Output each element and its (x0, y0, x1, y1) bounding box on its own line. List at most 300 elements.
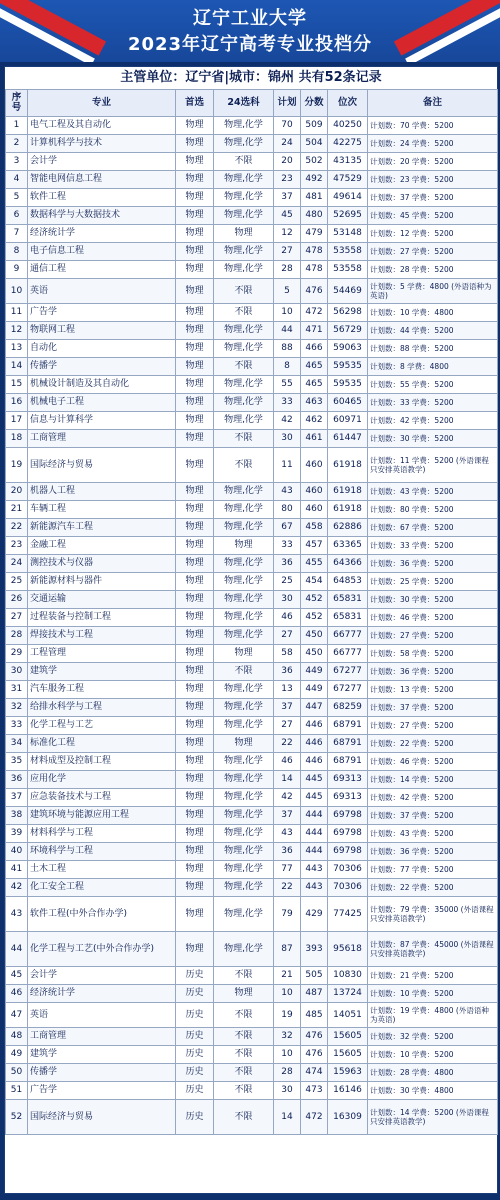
required-subjects: 物理,化学 (214, 843, 274, 861)
first-subject: 历史 (176, 1046, 214, 1064)
score: 454 (301, 573, 328, 591)
score: 479 (301, 225, 328, 243)
row-index: 1 (6, 117, 28, 135)
required-subjects: 物理,化学 (214, 609, 274, 627)
remark: 计划数：36 学费：5200 (368, 555, 498, 573)
remark: 计划数：55 学费：5200 (368, 376, 498, 394)
rank: 42275 (328, 135, 368, 153)
remark: 计划数：58 学费：5200 (368, 645, 498, 663)
plan-count: 33 (274, 537, 301, 555)
score: 450 (301, 627, 328, 645)
row-index: 31 (6, 681, 28, 699)
table-row (6, 243, 498, 261)
rank: 52695 (328, 207, 368, 225)
plan-count: 43 (274, 825, 301, 843)
remark: 计划数：27 学费：5200 (368, 627, 498, 645)
score: 455 (301, 555, 328, 573)
required-subjects: 物理,化学 (214, 699, 274, 717)
score: 429 (301, 897, 328, 932)
row-index: 37 (6, 789, 28, 807)
required-subjects: 物理,化学 (214, 207, 274, 225)
first-subject: 历史 (176, 967, 214, 985)
remark: 计划数：14 学费：5200 (外语课程只安排英语教学) (368, 1100, 498, 1135)
table-row (6, 430, 498, 448)
row-index: 23 (6, 537, 28, 555)
remark: 计划数：23 学费：5200 (368, 171, 498, 189)
major-name: 应用化学 (28, 771, 176, 789)
row-index: 9 (6, 261, 28, 279)
score: 461 (301, 430, 328, 448)
remark: 计划数：10 学费：5200 (368, 1046, 498, 1064)
major-name: 工商管理 (28, 430, 176, 448)
table-row (6, 394, 498, 412)
plan-count: 30 (274, 430, 301, 448)
rank: 15605 (328, 1046, 368, 1064)
rank: 53558 (328, 243, 368, 261)
first-subject: 历史 (176, 1082, 214, 1100)
table-body (6, 117, 498, 1135)
score: 443 (301, 879, 328, 897)
rank: 14051 (328, 1003, 368, 1028)
plan-count: 30 (274, 591, 301, 609)
score: 504 (301, 135, 328, 153)
required-subjects: 物理,化学 (214, 717, 274, 735)
remark: 计划数：10 学费：4800 (368, 304, 498, 322)
row-index: 42 (6, 879, 28, 897)
major-name: 英语 (28, 279, 176, 304)
required-subjects: 物理,化学 (214, 932, 274, 967)
remark: 计划数：42 学费：5200 (368, 412, 498, 430)
table-row (6, 843, 498, 861)
score: 446 (301, 717, 328, 735)
required-subjects: 物理,化学 (214, 243, 274, 261)
required-subjects: 物理 (214, 225, 274, 243)
plan-count: 37 (274, 807, 301, 825)
required-subjects: 不限 (214, 1082, 274, 1100)
table-row (6, 1082, 498, 1100)
required-subjects: 物理,化学 (214, 322, 274, 340)
major-name: 化学工程与工艺(中外合作办学) (28, 932, 176, 967)
remark: 计划数：70 学费：5200 (368, 117, 498, 135)
remark: 计划数：30 学费：5200 (368, 430, 498, 448)
required-subjects: 物理,化学 (214, 681, 274, 699)
required-subjects: 物理,化学 (214, 135, 274, 153)
remark: 计划数：22 学费：5200 (368, 879, 498, 897)
plan-count: 21 (274, 967, 301, 985)
table-row (6, 261, 498, 279)
rank: 68791 (328, 735, 368, 753)
table-row (6, 1100, 498, 1135)
row-index: 8 (6, 243, 28, 261)
row-index: 51 (6, 1082, 28, 1100)
row-index: 5 (6, 189, 28, 207)
first-subject: 物理 (176, 243, 214, 261)
remark: 计划数：30 学费：4800 (368, 1082, 498, 1100)
rank: 54469 (328, 279, 368, 304)
remark: 计划数：28 学费：4800 (368, 1064, 498, 1082)
remark: 计划数：13 学费：5200 (368, 681, 498, 699)
first-subject: 物理 (176, 861, 214, 879)
remark: 计划数：24 学费：5200 (368, 135, 498, 153)
remark: 计划数：46 学费：5200 (368, 609, 498, 627)
score: 473 (301, 1082, 328, 1100)
row-index: 2 (6, 135, 28, 153)
rank: 65831 (328, 609, 368, 627)
remark: 计划数：14 学费：5200 (368, 771, 498, 789)
rank: 69798 (328, 825, 368, 843)
plan-count: 46 (274, 609, 301, 627)
major-name: 通信工程 (28, 261, 176, 279)
required-subjects: 物理,化学 (214, 394, 274, 412)
first-subject: 物理 (176, 609, 214, 627)
first-subject: 物理 (176, 879, 214, 897)
first-subject: 物理 (176, 430, 214, 448)
plan-count: 36 (274, 555, 301, 573)
rank: 59063 (328, 340, 368, 358)
major-name: 会计学 (28, 153, 176, 171)
plan-count: 28 (274, 261, 301, 279)
required-subjects: 物理,化学 (214, 825, 274, 843)
remark: 计划数：11 学费：5200 (外语课程只安排英语教学) (368, 448, 498, 483)
plan-count: 8 (274, 358, 301, 376)
major-name: 材料成型及控制工程 (28, 753, 176, 771)
rank: 61918 (328, 483, 368, 501)
score: 505 (301, 967, 328, 985)
required-subjects: 不限 (214, 1028, 274, 1046)
row-index: 47 (6, 1003, 28, 1028)
row-index: 43 (6, 897, 28, 932)
major-name: 化学工程与工艺 (28, 717, 176, 735)
table-row (6, 771, 498, 789)
table-row (6, 932, 498, 967)
plan-count: 77 (274, 861, 301, 879)
plan-count: 70 (274, 117, 301, 135)
major-name: 汽车服务工程 (28, 681, 176, 699)
table-row (6, 825, 498, 843)
table-row (6, 807, 498, 825)
table-row (6, 1064, 498, 1082)
first-subject: 物理 (176, 117, 214, 135)
plan-count: 37 (274, 189, 301, 207)
row-index: 49 (6, 1046, 28, 1064)
first-subject: 物理 (176, 261, 214, 279)
rank: 77425 (328, 897, 368, 932)
row-index: 32 (6, 699, 28, 717)
major-name: 环境科学与工程 (28, 843, 176, 861)
rank: 16309 (328, 1100, 368, 1135)
first-subject: 物理 (176, 322, 214, 340)
required-subjects: 物理,化学 (214, 340, 274, 358)
score: 452 (301, 591, 328, 609)
column-header: 首选 (176, 90, 214, 117)
score: 480 (301, 207, 328, 225)
plan-count: 14 (274, 771, 301, 789)
first-subject: 物理 (176, 358, 214, 376)
row-index: 38 (6, 807, 28, 825)
plan-count: 27 (274, 627, 301, 645)
rank: 68791 (328, 753, 368, 771)
remark: 计划数：19 学费：4800 (外语语种为英语) (368, 1003, 498, 1028)
required-subjects: 物理,化学 (214, 117, 274, 135)
table-row (6, 412, 498, 430)
column-header: 分数 (301, 90, 328, 117)
required-subjects: 不限 (214, 1003, 274, 1028)
plan-count: 55 (274, 376, 301, 394)
table-row (6, 753, 498, 771)
score-table-panel (4, 66, 498, 1194)
remark: 计划数：67 学费：5200 (368, 519, 498, 537)
table-row (6, 591, 498, 609)
major-name: 电气工程及其自动化 (28, 117, 176, 135)
column-header: 计划 (274, 90, 301, 117)
plan-count: 23 (274, 171, 301, 189)
row-index: 3 (6, 153, 28, 171)
rank: 16146 (328, 1082, 368, 1100)
score: 443 (301, 861, 328, 879)
rank: 56729 (328, 322, 368, 340)
rank: 66777 (328, 645, 368, 663)
score: 472 (301, 304, 328, 322)
row-index: 30 (6, 663, 28, 681)
table-row (6, 573, 498, 591)
rank: 60971 (328, 412, 368, 430)
required-subjects: 不限 (214, 430, 274, 448)
rank: 69798 (328, 807, 368, 825)
rank: 68791 (328, 717, 368, 735)
plan-count: 32 (274, 1028, 301, 1046)
first-subject: 物理 (176, 394, 214, 412)
table-row (6, 681, 498, 699)
score: 458 (301, 519, 328, 537)
score: 476 (301, 279, 328, 304)
table-row (6, 519, 498, 537)
column-header: 24选科 (214, 90, 274, 117)
row-index: 11 (6, 304, 28, 322)
major-name: 机器人工程 (28, 483, 176, 501)
first-subject: 历史 (176, 1003, 214, 1028)
plan-count: 10 (274, 1046, 301, 1064)
remark: 计划数：87 学费：45000 (外语课程只安排英语教学) (368, 932, 498, 967)
required-subjects: 物理,化学 (214, 789, 274, 807)
first-subject: 物理 (176, 448, 214, 483)
remark: 计划数：25 学费：5200 (368, 573, 498, 591)
row-index: 25 (6, 573, 28, 591)
major-name: 信息与计算科学 (28, 412, 176, 430)
column-header: 序号 (6, 90, 28, 117)
major-name: 标准化工程 (28, 735, 176, 753)
required-subjects: 物理,化学 (214, 483, 274, 501)
major-name: 材料科学与工程 (28, 825, 176, 843)
plan-count: 42 (274, 789, 301, 807)
remark: 计划数：43 学费：5200 (368, 483, 498, 501)
table-row (6, 1028, 498, 1046)
major-name: 广告学 (28, 304, 176, 322)
remark: 计划数：45 学费：5200 (368, 207, 498, 225)
row-index: 39 (6, 825, 28, 843)
column-header: 专业 (28, 90, 176, 117)
plan-count: 79 (274, 897, 301, 932)
score: 457 (301, 537, 328, 555)
first-subject: 物理 (176, 789, 214, 807)
required-subjects: 不限 (214, 153, 274, 171)
required-subjects: 物理,化学 (214, 591, 274, 609)
table-row (6, 358, 498, 376)
row-index: 15 (6, 376, 28, 394)
rank: 69313 (328, 771, 368, 789)
university-title: 辽宁工业大学 (193, 8, 307, 29)
table-row (6, 663, 498, 681)
score: 463 (301, 394, 328, 412)
row-index: 22 (6, 519, 28, 537)
row-index: 44 (6, 932, 28, 967)
plan-count: 58 (274, 645, 301, 663)
row-index: 7 (6, 225, 28, 243)
major-name: 机械电子工程 (28, 394, 176, 412)
score: 460 (301, 448, 328, 483)
remark: 计划数：20 学费：5200 (368, 153, 498, 171)
rank: 59535 (328, 376, 368, 394)
row-index: 48 (6, 1028, 28, 1046)
record-summary: 主管单位：辽宁省|城市：锦州 共有52条记录 (5, 67, 497, 89)
rank: 49614 (328, 189, 368, 207)
row-index: 52 (6, 1100, 28, 1135)
score: 478 (301, 261, 328, 279)
remark: 计划数：27 学费：5200 (368, 243, 498, 261)
table-row (6, 699, 498, 717)
required-subjects: 不限 (214, 304, 274, 322)
plan-count: 37 (274, 699, 301, 717)
plan-count: 10 (274, 985, 301, 1003)
plan-count: 19 (274, 1003, 301, 1028)
score: 466 (301, 340, 328, 358)
score: 444 (301, 807, 328, 825)
first-subject: 物理 (176, 279, 214, 304)
plan-count: 14 (274, 1100, 301, 1135)
rank: 13724 (328, 985, 368, 1003)
first-subject: 物理 (176, 825, 214, 843)
first-subject: 物理 (176, 897, 214, 932)
major-name: 自动化 (28, 340, 176, 358)
plan-count: 42 (274, 412, 301, 430)
remark: 计划数：36 学费：5200 (368, 843, 498, 861)
score: 492 (301, 171, 328, 189)
major-name: 计算机科学与技术 (28, 135, 176, 153)
rank: 67277 (328, 681, 368, 699)
row-index: 12 (6, 322, 28, 340)
first-subject: 物理 (176, 340, 214, 358)
first-subject: 物理 (176, 591, 214, 609)
first-subject: 物理 (176, 555, 214, 573)
rank: 59535 (328, 358, 368, 376)
table-header-row (6, 90, 498, 117)
required-subjects: 物理 (214, 735, 274, 753)
table-row (6, 340, 498, 358)
first-subject: 物理 (176, 645, 214, 663)
first-subject: 物理 (176, 501, 214, 519)
rank: 61918 (328, 448, 368, 483)
first-subject: 物理 (176, 681, 214, 699)
table-row (6, 861, 498, 879)
first-subject: 历史 (176, 1100, 214, 1135)
required-subjects: 物理,化学 (214, 501, 274, 519)
major-name: 化工安全工程 (28, 879, 176, 897)
plan-count: 10 (274, 304, 301, 322)
row-index: 6 (6, 207, 28, 225)
plan-count: 5 (274, 279, 301, 304)
row-index: 20 (6, 483, 28, 501)
remark: 计划数：37 学费：5200 (368, 699, 498, 717)
plan-count: 45 (274, 207, 301, 225)
plan-count: 88 (274, 340, 301, 358)
first-subject: 物理 (176, 699, 214, 717)
row-index: 40 (6, 843, 28, 861)
remark: 计划数：44 学费：5200 (368, 322, 498, 340)
score: 446 (301, 753, 328, 771)
plan-count: 24 (274, 135, 301, 153)
rank: 69798 (328, 843, 368, 861)
table-row (6, 279, 498, 304)
major-name: 建筑学 (28, 663, 176, 681)
remark: 计划数：8 学费：4800 (368, 358, 498, 376)
score: 478 (301, 243, 328, 261)
score: 444 (301, 825, 328, 843)
score: 472 (301, 1100, 328, 1135)
row-index: 28 (6, 627, 28, 645)
score: 446 (301, 735, 328, 753)
plan-count: 22 (274, 735, 301, 753)
required-subjects: 物理,化学 (214, 189, 274, 207)
first-subject: 物理 (176, 932, 214, 967)
remark: 计划数：22 学费：5200 (368, 735, 498, 753)
major-name: 给排水科学与工程 (28, 699, 176, 717)
major-name: 应急装备技术与工程 (28, 789, 176, 807)
rank: 64853 (328, 573, 368, 591)
major-name: 物联网工程 (28, 322, 176, 340)
score: 476 (301, 1046, 328, 1064)
rank: 15605 (328, 1028, 368, 1046)
first-subject: 物理 (176, 135, 214, 153)
table-row (6, 322, 498, 340)
remark: 计划数：37 学费：5200 (368, 807, 498, 825)
required-subjects: 物理,化学 (214, 861, 274, 879)
row-index: 45 (6, 967, 28, 985)
major-name: 测控技术与仪器 (28, 555, 176, 573)
score: 502 (301, 153, 328, 171)
rank: 56298 (328, 304, 368, 322)
table-row (6, 897, 498, 932)
row-index: 34 (6, 735, 28, 753)
plan-count: 27 (274, 717, 301, 735)
table-row (6, 537, 498, 555)
rank: 60465 (328, 394, 368, 412)
major-name: 建筑环境与能源应用工程 (28, 807, 176, 825)
score: 447 (301, 699, 328, 717)
required-subjects: 物理,化学 (214, 573, 274, 591)
required-subjects: 不限 (214, 1100, 274, 1135)
plan-count: 33 (274, 394, 301, 412)
column-header: 备注 (368, 90, 498, 117)
major-name: 过程装备与控制工程 (28, 609, 176, 627)
table-row (6, 304, 498, 322)
remark: 计划数：28 学费：5200 (368, 261, 498, 279)
first-subject: 物理 (176, 843, 214, 861)
remark: 计划数：21 学费：5200 (368, 967, 498, 985)
rank: 61447 (328, 430, 368, 448)
table-row (6, 967, 498, 985)
row-index: 21 (6, 501, 28, 519)
remark: 计划数：32 学费：5200 (368, 1028, 498, 1046)
rank: 53148 (328, 225, 368, 243)
